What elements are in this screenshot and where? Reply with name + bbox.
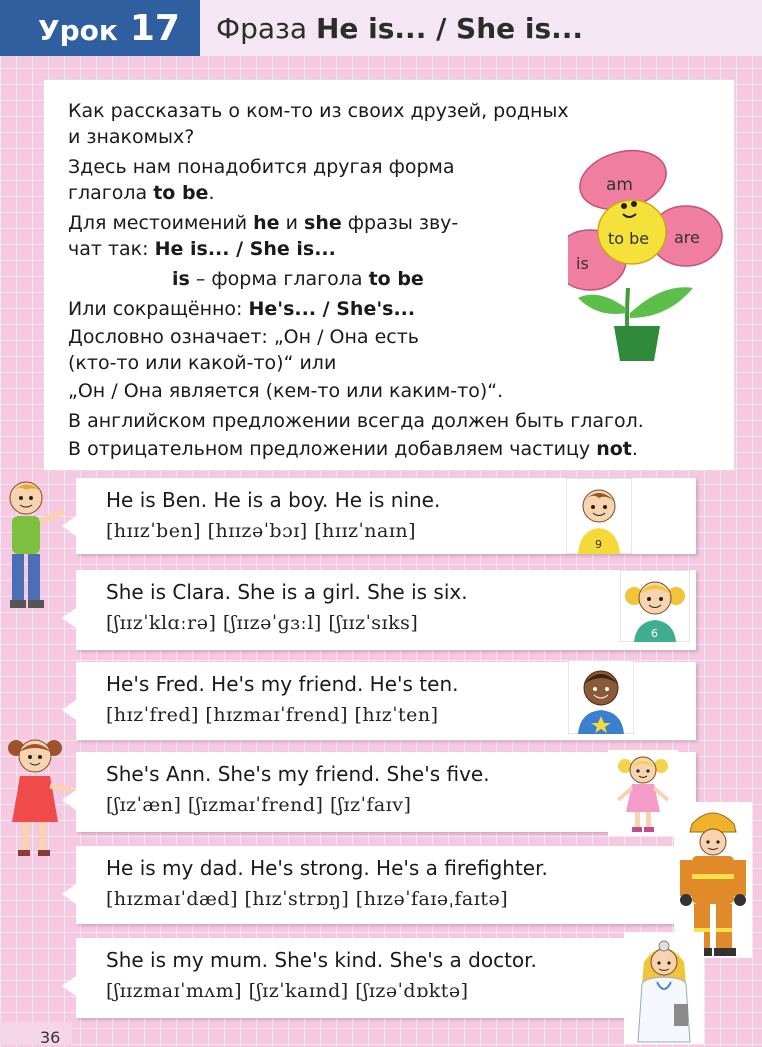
intro-line: (кто-то или какой-то)“ или [68,352,337,374]
lesson-tab [0,0,200,56]
flower-center-label: to be [608,229,650,248]
sentence-text: He is my dad. He's strong. He's a firefighter. [106,856,548,880]
bold-text: to be [153,182,209,204]
shirt-number-badge: 9 [595,538,602,551]
intro-line [172,266,424,292]
sentence-text: She is Clara. She is a girl. She is six. [106,580,468,604]
doctor-mum-figure [624,932,704,1044]
bold-text: he [253,212,280,234]
intro-line [68,236,336,262]
intro-line [68,296,415,322]
petal-label-is: is [576,254,589,273]
transcription-text: [hɪzmaɪˈdæd] [hɪzˈstrɒŋ] [hɪzəˈfaɪəˌfaɪtə] [106,888,509,910]
page-tab [0,1022,72,1045]
intro-line: Дословно означает: „Он / Она есть [68,326,419,348]
intro-line: Как рассказать о ком-то из своих друзей, родных [68,100,569,122]
lesson-title-phrase: He is... / She is... [315,12,584,45]
lesson-title-prefix: Фраза [216,12,316,45]
text: . [631,438,638,460]
sentence-text: She's Ann. She's my friend. She's five. [106,762,490,786]
text: Для местоимений [68,212,254,234]
bold-text: He's... / She's... [248,298,416,320]
petal-label-am: am [606,175,633,195]
page-number: 36 [40,1028,61,1047]
card-pointer [62,976,76,996]
text: фразы зву- [341,212,459,234]
text: чат так: [68,238,155,260]
lesson-number: 17 [129,8,180,49]
card-pointer [62,516,76,536]
intro-line: Здесь нам понадобится другая форма [68,156,455,178]
sentence-card [76,570,696,650]
text: В отрицательном предложении добавляем частицу [68,438,597,460]
text: и [279,212,305,234]
transcription-text: [hɪɪzˈben] [hɪɪzəˈbɔɪ] [hɪɪzˈnaɪn] [106,520,417,542]
petal-label-are: are [674,228,700,247]
bold-text: not [596,438,632,460]
text: Или сокращённо: [68,298,249,320]
sentence-text: He is Ben. He is a boy. He is nine. [106,488,441,512]
bold-text: she [304,212,342,234]
text: – форма глагола [189,268,369,290]
transcription-text: [hɪzˈfred] [hɪzmaɪˈfrend] [hɪzˈten] [106,704,439,726]
intro-line [68,436,638,462]
intro-line: „Он / Она является (кем-то или каким-то)“. [68,380,504,402]
intro-line [68,180,215,206]
bold-text: to be [368,268,424,290]
transcription-text: [ʃɪɪzˈklɑːrə] [ʃɪɪzəˈɡɜːl] [ʃɪɪzˈsɪks] [106,612,419,634]
lesson-word: Урок [38,14,118,47]
sentence-card [76,846,696,924]
fred-avatar [568,660,634,734]
intro-line: и знакомых? [68,126,195,148]
transcription-text: [ʃɪzˈæn] [ʃɪzmaɪˈfrend] [ʃɪzˈfaɪv] [106,794,412,816]
bold-text: is [172,268,190,290]
card-pointer [62,790,76,810]
card-pointer [62,700,76,720]
to-be-flower-illustration [568,148,728,363]
bold-text: He is... / She is... [154,238,336,260]
boy-figure [4,476,70,612]
card-pointer [62,884,76,904]
lesson-title [216,12,583,45]
ann-avatar [608,750,678,836]
transcription-text: [ʃɪɪzmaɪˈmʌm] [ʃɪzˈkaɪnd] [ʃɪzəˈdɒktə] [106,980,469,1002]
sentence-card [76,752,696,832]
sentence-text: She is my mum. She's kind. She's a doctor. [106,948,537,972]
text: . [208,182,215,204]
clara-avatar [620,570,690,642]
card-pointer [62,608,76,628]
intro-line: В английском предложении всегда должен быть глагол. [68,410,644,432]
text: глагола [68,182,154,204]
ben-avatar [566,478,632,554]
sentence-card [76,938,696,1018]
sentence-text: He's Fred. He's my friend. He's ten. [106,672,459,696]
intro-line [68,210,458,236]
shirt-number-badge: 6 [651,627,658,640]
